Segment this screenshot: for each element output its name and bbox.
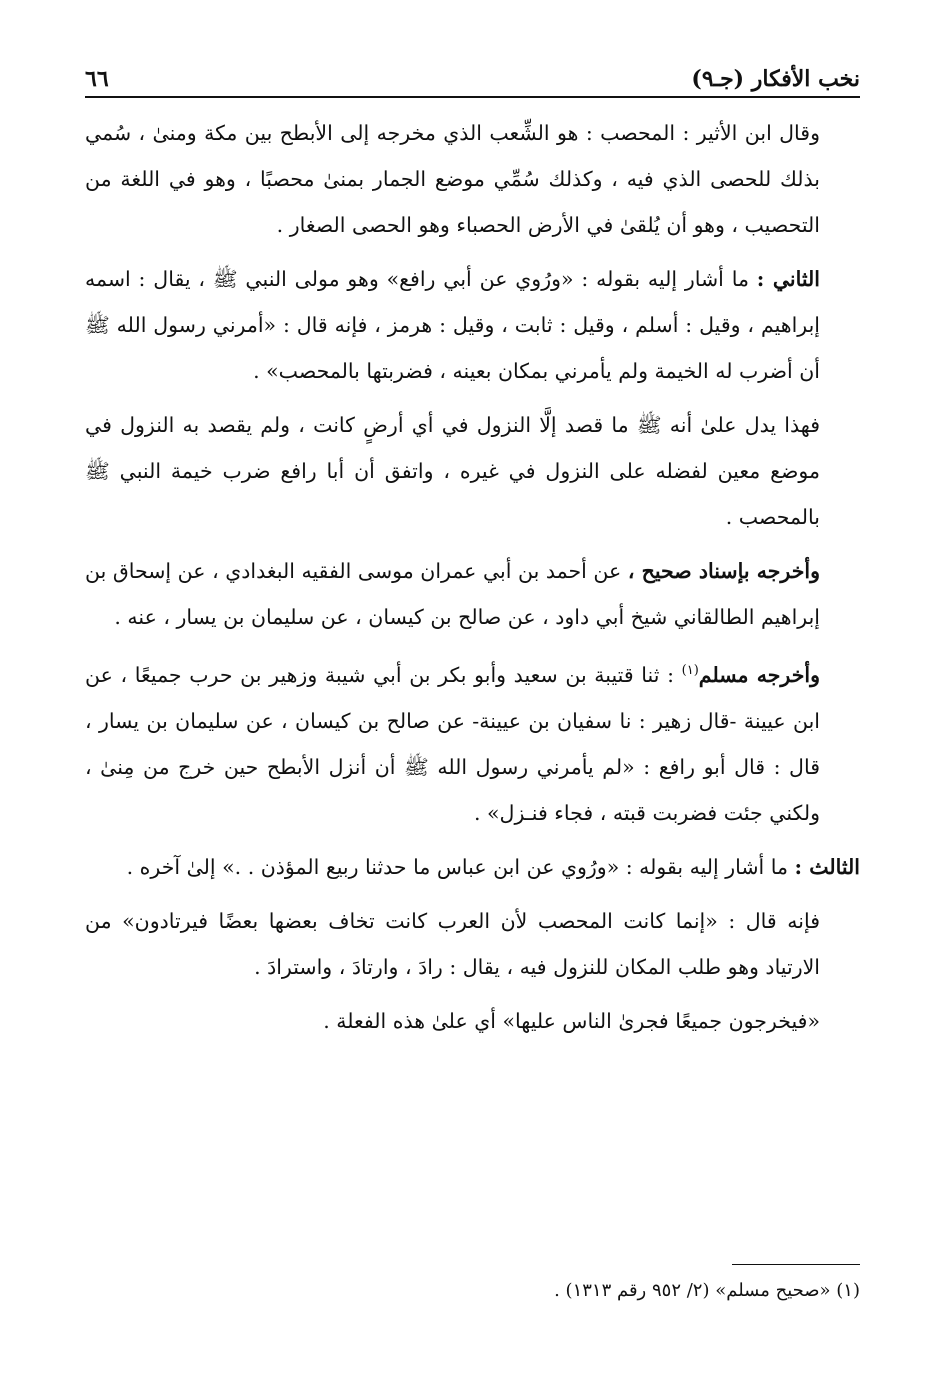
paragraph-text: ما أشار إليه بقوله : «ورُوي عن أبي رافع» وهو مولى النبي ﷺ ، يقال : اسمه إبراهيم ، وقيل : أسلم ، وقيل : ثابت ، وقيل : هرمز ، فإنه قال : «أمرني رسول الله ﷺ أن أضرب له الخيمة ولم يأمرني بمكان بعينه ، فضربتها بالمحصب» . [85, 267, 820, 383]
page-number: ٦٦ [85, 66, 109, 92]
paragraph-5 [85, 648, 860, 836]
paragraph-4 [85, 548, 860, 640]
paragraph-6 [85, 844, 860, 890]
paragraph-lead: الثاني : [756, 267, 820, 291]
paragraph-text: وقال ابن الأثير : المحصب : هو الشِّعب الذي مخرجه إلى الأبطح بين مكة ومنىٰ ، سُمي بذلك للحصى الذي فيه ، وكذلك سُمِّي موضع الجمار بمنىٰ محصبًا ، وهو في اللغة من التحصيب ، وهو أن يُلقىٰ في الأرض الحصباء وهو الحصى الصغار . [85, 121, 820, 237]
paragraph-text: فهذا يدل علىٰ أنه ﷺ ما قصد إلَّا النزول في أي أرضٍ كانت ، ولم يقصد به النزول في موضع معين لفضله على النزول في غيره ، واتفق أن أبا رافع ضرب خيمة النبي ﷺ بالمحصب . [85, 413, 820, 529]
page [85, 58, 860, 1301]
paragraph-1 [85, 110, 860, 248]
paragraph-text: عن أحمد بن أبي عمران موسى الفقيه البغدادي ، عن إسحاق بن إبراهيم الطالقاني شيخ أبي داود ، عن صالح بن كيسان ، عن سليمان بن يسار ، عنه . [85, 559, 820, 629]
paragraph-lead: وأخرجه بإسناد صحيح ، [627, 559, 820, 583]
paragraph-2 [85, 256, 860, 394]
page-header [85, 58, 860, 92]
header-rule [85, 96, 860, 98]
paragraph-lead: الثالث : [794, 854, 860, 879]
paragraph-text: فإنه قال : «إنما كانت المحصب لأن العرب كانت تخاف بعضها بعضًا فيرتادون» من الارتياد وهو طلب المكان للنزول فيه ، يقال : رادَ ، وارتادَ ، واسترادَ . [85, 908, 820, 979]
footnote-ref[interactable]: (١) [681, 663, 699, 678]
footnote: (١) «صحيح مسلم» (٢/ ٩٥٢ رقم ١٣١٣) . [554, 1280, 860, 1301]
paragraph-3 [85, 402, 860, 540]
paragraph-text: ما أشار إليه بقوله : «ورُوي عن ابن عباس ما حدثنا ربيع المؤذن . .» إلىٰ آخره . [126, 854, 788, 879]
paragraph-text: «فيخرجون جميعًا فجرىٰ الناس عليها» أي علىٰ هذه الفعلة . [323, 1008, 820, 1033]
paragraph-text: : ثنا قتيبة بن سعيد وأبو بكر بن أبي شيبة وزهير بن حرب جميعًا ، عن ابن عيينة -قال زهير : نا سفيان بن عيينة- عن صالح بن كيسان ، عن سليمان بن يسار ، قال : قال أبو رافع : «لم يأمرني رسول الله ﷺ أن أنزل الأبطح حين خرج من مِنىٰ ، ولكني جئت فضربت قبته ، فجاء فنـزل» . [85, 662, 820, 825]
body-text [85, 110, 860, 1044]
paragraph-8 [85, 998, 860, 1044]
footnote-rule [732, 1264, 860, 1265]
paragraph-7 [85, 898, 860, 990]
book-title: نخب الأفكار (جـ٩) [691, 66, 860, 92]
paragraph-lead: وأخرجه مسلم [698, 662, 821, 687]
